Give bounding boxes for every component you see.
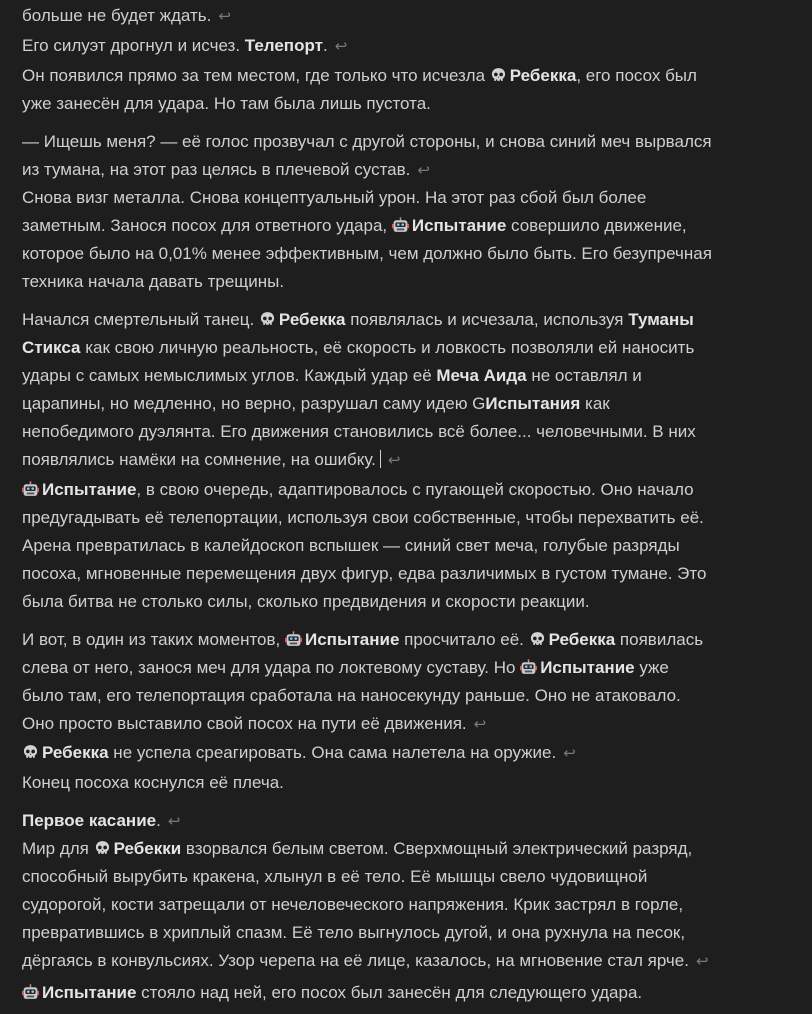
text-line bbox=[22, 394, 610, 414]
bold-term: Испытание bbox=[411, 216, 507, 235]
text-run: не успела среагировать. Она сама налетела на оружие. bbox=[108, 743, 557, 762]
text-run: Его силуэт дрогнул и исчез. bbox=[22, 36, 245, 55]
text-line bbox=[22, 338, 694, 358]
text-run: не оставлял и bbox=[526, 366, 642, 385]
text-run: техника начала давать трещины. bbox=[22, 272, 285, 291]
paragraph-return-icon: ↩ bbox=[417, 162, 430, 179]
text-run: из тумана, на этот раз целясь в плечевой сустав. bbox=[22, 160, 411, 179]
skull-icon bbox=[490, 67, 507, 84]
text-run: Арена превратилась в калейдоскоп вспышек — синий свет меча, голубые разряды bbox=[22, 536, 680, 555]
text-run: появлялись намёки на сомнение, на ошибку. bbox=[22, 450, 376, 469]
text-line bbox=[22, 564, 706, 584]
bold-term: Телепорт bbox=[244, 36, 323, 55]
text-run: способный вырубить кракена, хлынул в её тело. Её мышцы свело чудовищной bbox=[22, 867, 648, 886]
text-run: Оно просто выставило свой посох на пути её движения. bbox=[22, 714, 467, 733]
bold-term: Ребекка bbox=[509, 66, 577, 85]
text-line bbox=[22, 310, 694, 330]
paragraph-return-icon: ↩ bbox=[167, 813, 181, 830]
paragraph-return-icon: ↩ bbox=[695, 953, 709, 970]
text-run: взорвался белым светом. Сверхмощный электрический разряд, bbox=[181, 839, 693, 858]
text-run: судорогой, кости затрещали от нечеловеческого напряжения. Крик застрял в горле, bbox=[22, 895, 684, 914]
text-line bbox=[22, 188, 646, 208]
bold-term: Испытание bbox=[42, 983, 137, 1002]
bold-term: Ребекки bbox=[113, 839, 182, 858]
text-run: больше не будет ждать. bbox=[22, 6, 212, 25]
text-line bbox=[22, 422, 696, 442]
text-line bbox=[22, 94, 431, 114]
text-line bbox=[22, 839, 692, 859]
text-run: было там, его телепортация сработала на наносекунду раньше. Оно не атаковало. bbox=[22, 686, 681, 705]
text-line bbox=[22, 450, 400, 471]
text-line bbox=[22, 867, 647, 887]
text-line bbox=[22, 66, 697, 86]
paragraph-return-icon: ↩ bbox=[387, 452, 401, 469]
paragraph-return-icon: ↩ bbox=[218, 8, 231, 25]
bold-term: Испытание bbox=[540, 658, 635, 677]
text-run: уже bbox=[634, 658, 669, 677]
text-run: , его посох был bbox=[576, 66, 697, 85]
text-run: заметным. Занося посох для ответного удара, bbox=[22, 216, 392, 235]
text-run: появилась bbox=[615, 630, 704, 649]
text-line bbox=[22, 508, 704, 528]
text-run: появлялась и исчезала, используя bbox=[345, 310, 629, 329]
text-line bbox=[22, 811, 180, 832]
bold-term: Ребекка bbox=[278, 310, 346, 329]
text-line bbox=[22, 951, 709, 972]
robot-icon bbox=[285, 631, 302, 648]
text-run: посоха, мгновенные перемещения двух фигур, едва различимых в густом тумане. Это bbox=[22, 564, 707, 583]
text-line bbox=[22, 714, 486, 735]
bold-term: Меча Аида bbox=[436, 366, 527, 385]
text-line bbox=[22, 6, 231, 27]
text-line bbox=[22, 895, 683, 915]
text-run: стояло над ней, его посох был занесён для следующего удара. bbox=[136, 983, 643, 1002]
text-line bbox=[22, 244, 712, 264]
text-run: , в свою очередь, адаптировалось с пугающей скоростью. Оно начало bbox=[136, 480, 694, 499]
bold-term: Ребекка bbox=[42, 743, 109, 762]
text-run: удары с самых немыслимых углов. Каждый удар её bbox=[22, 366, 437, 385]
text-run: уже занесён для удара. Но там была лишь пустота. bbox=[22, 94, 431, 113]
robot-icon bbox=[520, 659, 537, 676]
skull-icon bbox=[94, 840, 111, 857]
text-line bbox=[22, 36, 347, 57]
text-line bbox=[22, 630, 703, 650]
bold-term: Первое касание bbox=[22, 811, 157, 830]
text-run: превратившись в хриплый спазм. Её тело выгнулось дугой, и она рухнула на песок, bbox=[22, 923, 686, 942]
text-line bbox=[22, 592, 590, 612]
paragraph-return-icon: ↩ bbox=[563, 745, 576, 762]
bold-term: Испытание bbox=[42, 480, 137, 499]
text-line bbox=[22, 366, 642, 386]
skull-icon bbox=[529, 631, 546, 648]
text-line bbox=[22, 480, 694, 500]
bold-term: Испытания bbox=[485, 394, 581, 413]
bold-term: Туманы bbox=[628, 310, 694, 329]
text-run: И вот, в один из таких моментов, bbox=[22, 630, 285, 649]
skull-icon bbox=[259, 311, 276, 328]
text-line bbox=[22, 132, 712, 152]
text-line bbox=[22, 536, 680, 556]
text-run: Снова визг металла. Снова концептуальный урон. На этот раз сбой был более bbox=[22, 188, 647, 207]
text-run: Он появился прямо за тем местом, где только что исчезла bbox=[22, 66, 490, 85]
text-run: которое было на 0,01% менее эффективным, чем должно было быть. Его безупречная bbox=[22, 244, 712, 263]
text-run: была битва не столько силы, сколько предвидения и скорости реакции. bbox=[22, 592, 590, 611]
paragraph-return-icon: ↩ bbox=[334, 38, 348, 55]
skull-icon bbox=[22, 744, 39, 761]
text-run: — Ищешь меня? — её голос прозвучал с другой стороны, и снова синий меч вырвался bbox=[22, 132, 712, 151]
text-run: царапины, но медленно, но верно, разрушал саму идею G bbox=[22, 394, 486, 413]
text-run: Начался смертельный танец. bbox=[22, 310, 259, 329]
text-run: Мир для bbox=[22, 839, 94, 858]
text-line bbox=[22, 658, 669, 678]
text-run: Конец посоха коснулся её плеча. bbox=[22, 773, 284, 792]
robot-icon bbox=[392, 217, 409, 234]
text-line bbox=[22, 686, 681, 706]
text-line bbox=[22, 983, 642, 1003]
text-run: просчитало её. bbox=[399, 630, 529, 649]
text-run: . bbox=[156, 811, 161, 830]
text-line bbox=[22, 923, 685, 943]
text-run: слева от него, занося меч для удара по локтевому суставу. Но bbox=[22, 658, 521, 677]
text-run: предугадывать её телепортации, используя свои собственные, чтобы перехватить её. bbox=[22, 508, 704, 527]
robot-icon bbox=[22, 481, 39, 498]
text-cursor bbox=[380, 450, 381, 468]
text-run: совершило движение, bbox=[506, 216, 687, 235]
paragraph-return-icon: ↩ bbox=[473, 716, 487, 733]
text-line bbox=[22, 743, 576, 764]
bold-term: Стикса bbox=[22, 338, 81, 357]
text-line bbox=[22, 216, 687, 236]
text-run: как bbox=[580, 394, 610, 413]
text-line bbox=[22, 272, 284, 292]
text-run: непобедимого дуэлянта. Его движения становились всё более... человечными. В них bbox=[22, 422, 696, 441]
text-run: как свою личную реальность, её скорость и ловкость позволяли ей наносить bbox=[80, 338, 695, 357]
robot-icon bbox=[22, 984, 39, 1001]
text-run: дёргаясь в конвульсиях. Узор черепа на её лице, казалось, на мгновение стал ярче. bbox=[22, 951, 689, 970]
bold-term: Ребекка bbox=[548, 630, 616, 649]
bold-term: Испытание bbox=[305, 630, 400, 649]
text-run: . bbox=[322, 36, 328, 55]
text-line bbox=[22, 773, 284, 793]
text-line bbox=[22, 160, 430, 181]
